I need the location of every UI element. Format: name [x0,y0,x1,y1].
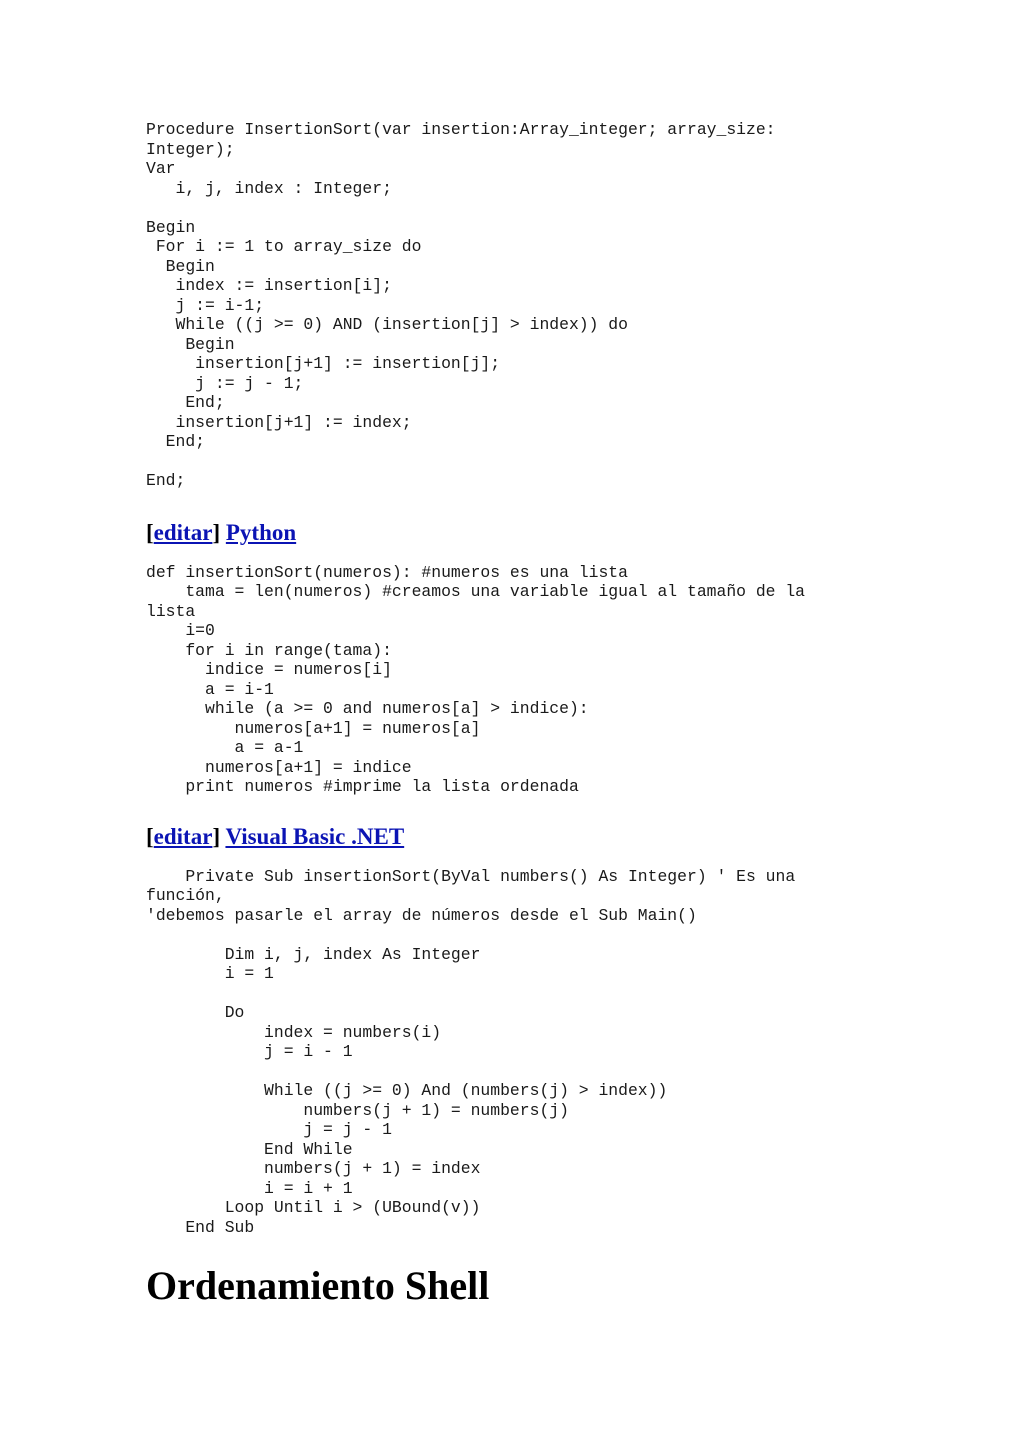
pascal-code-block [146,120,906,491]
code-line: numbers(j + 1) = numbers(j) [146,1100,569,1120]
code-line: i, j, index : Integer; [146,178,392,198]
code-line [146,984,906,1004]
code-line: a = i-1 [146,679,274,699]
python-code-block [146,563,906,797]
code-line: i = 1 [146,964,274,983]
code-line: i=0 [146,621,215,640]
shell-sort-heading: Ordenamiento Shell [146,1263,490,1308]
code-line: numeros[a+1] = numeros[a] [146,718,481,738]
code-line: Begin [146,256,215,276]
code-line: For i := 1 to array_size do [146,237,422,256]
code-line: index = numbers(i) [146,1022,442,1042]
code-line: j := j - 1; [146,373,304,393]
code-line: Begin [146,217,196,237]
edit-bracket-close: ] [212,519,221,545]
document-page [146,120,906,1309]
edit-bracket-close: ] [212,823,221,849]
code-line: numeros[a+1] = indice [146,757,412,777]
code-line: Begin [146,334,235,354]
python-section-heading [146,519,906,547]
code-line: Integer); [146,139,235,159]
code-line [146,925,906,945]
python-title-link[interactable]: Python [225,519,297,545]
code-line: Private Sub insertionSort(ByVal numbers() As Integer) ' Es una [146,866,796,886]
code-line: indice = numeros[i] [146,660,392,679]
code-line: End; [146,471,186,490]
code-line: End Sub [146,1217,255,1237]
code-line: print numeros #imprime la lista ordenada [146,777,579,796]
code-line [146,1062,906,1082]
code-line: Var [146,159,176,178]
code-line: numbers(j + 1) = index [146,1159,481,1178]
code-line: End; [146,393,225,412]
python-edit-link[interactable]: editar [153,519,213,545]
code-line: i = i + 1 [146,1178,353,1198]
code-line: def insertionSort(numeros): #numeros es una lista [146,562,628,582]
code-line: End; [146,432,206,451]
code-line: tama = len(numeros) #creamos una variable igual al tamaño de la [146,582,806,601]
code-line: j = i - 1 [146,1042,353,1061]
vbnet-code-block [146,867,906,1238]
code-line: insertion[j+1] := index; [146,412,412,432]
code-line: Do [146,1003,245,1022]
edit-bracket-open: [ [146,823,154,849]
vbnet-section-heading [146,823,906,851]
code-line: 'debemos pasarle el array de números desde el Sub Main() [146,905,697,925]
code-line: End While [146,1139,353,1159]
code-line: insertion[j+1] := insertion[j]; [146,354,501,373]
code-line: j := i-1; [146,295,265,315]
code-line: Procedure InsertionSort(var insertion:Array_integer; array_size: [146,120,776,139]
vbnet-title-link[interactable]: Visual Basic .NET [225,823,405,849]
code-line: While ((j >= 0) And (numbers(j) > index)) [146,1081,668,1100]
code-line: función, [146,886,225,905]
vbnet-edit-link[interactable]: editar [153,823,213,849]
code-line: While ((j >= 0) AND (insertion[j] > index)) do [146,315,628,334]
code-line [146,452,906,472]
code-line: a = a-1 [146,738,304,757]
code-line [146,198,906,218]
code-line: index := insertion[i]; [146,276,392,295]
code-line: j = j - 1 [146,1120,392,1139]
code-line: Loop Until i > (UBound(v)) [146,1198,481,1217]
edit-bracket-open: [ [146,519,154,545]
code-line: while (a >= 0 and numeros[a] > indice): [146,699,589,718]
code-line: for i in range(tama): [146,640,392,660]
code-line: lista [146,601,196,621]
code-line: Dim i, j, index As Integer [146,944,481,964]
